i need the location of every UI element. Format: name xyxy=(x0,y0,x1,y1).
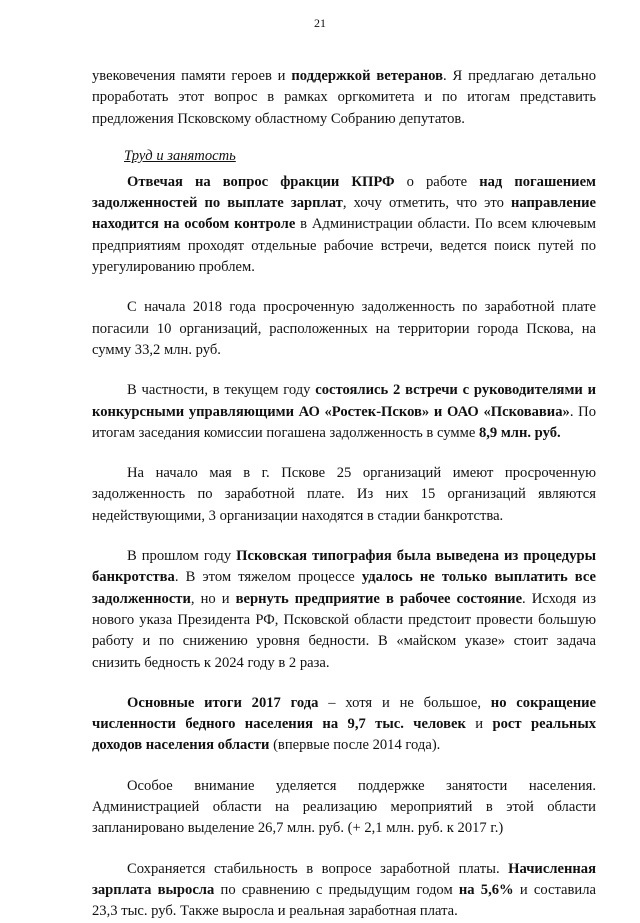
text-run: (впервые после 2014 года). xyxy=(269,737,441,754)
text-run: . Исходя из нового указа Президента РФ, Псковской области предстоит провести большую работу и по снижению уровня бедности. В «майском указе» стоит задача снизить бедность к 2024 году в 2 раза. xyxy=(92,590,596,671)
text-run: , хочу отметить, что это xyxy=(342,195,512,212)
text-run: В частности, в текущем году xyxy=(127,382,316,399)
paragraph-veterans xyxy=(92,66,596,130)
bold-text-run: рост реальных доходов населения области xyxy=(92,716,597,754)
text-run: . По итогам заседания комиссии погашена задолженность в сумме xyxy=(92,403,596,441)
paragraph-debt-repaid xyxy=(92,297,596,361)
bold-text-run: Начисленная зарплата выросла xyxy=(92,860,596,898)
text-run: и xyxy=(465,716,493,733)
bold-text-run: удалось не только выплатить все задолженности xyxy=(92,569,596,607)
bold-text-run: состоялись 2 встречи с руководителями и конкурсными управляющими АО «Ростек-Псков» и ОАО «Псковавиа» xyxy=(92,382,596,420)
text-run: В прошлом году xyxy=(127,548,237,565)
paragraph-results-2017 xyxy=(92,693,596,757)
text-run: о работе xyxy=(394,173,480,190)
text-run: увековечения памяти героев и xyxy=(92,68,292,84)
paragraph-printing-house xyxy=(92,546,596,674)
paragraph-meetings xyxy=(92,380,596,444)
text-run: , но и xyxy=(190,590,236,607)
paragraph-employment-support xyxy=(92,776,596,840)
bold-text-run: но сокращение численности бедного населения на 9,7 тыс. человек xyxy=(92,694,596,733)
bold-text-run: направление находится на особом контроле xyxy=(92,195,596,233)
document-body xyxy=(92,66,596,923)
text-run: по сравнению с предыдущим годом xyxy=(214,881,459,898)
bold-text-run: на 5,6% xyxy=(458,881,514,898)
bold-text-run: 8,9 млн. руб. xyxy=(478,424,561,441)
page-number: 21 xyxy=(314,16,326,30)
text-run: – хотя и не большое, xyxy=(318,694,491,711)
bold-text-run: Псковская типография была выведена из процедуры банкротства xyxy=(92,548,597,586)
bold-text-run: над погашением задолженностей по выплате зарплат xyxy=(92,173,596,212)
paragraph-overdue-organizations xyxy=(92,463,596,527)
text-run: в Администрации области. По всем ключевым предприятиям проходят отдельные рабочие встречи, ведется поиск путей по урегулированию проблем. xyxy=(92,216,596,276)
paragraph-kprf-answer xyxy=(92,172,596,278)
text-run: Особое внимание уделяется поддержке занятости населения. Администрацией области на реализацию мероприятий в этой области запланировано выделение 26,7 млн. руб. (+ 2,1 млн. руб. к 2017 г.) xyxy=(92,777,596,837)
text-run: и составила 23,3 тыс. руб. Также выросла и реальная заработная плата. xyxy=(92,881,596,920)
bold-text-run: Отвечая на вопрос фракции КПРФ xyxy=(127,173,395,190)
paragraph-salary xyxy=(92,859,596,923)
text-run: . В этом тяжелом процессе xyxy=(174,569,362,586)
bold-text-run: Основные итоги 2017 года xyxy=(127,694,319,711)
bold-text-run: поддержкой ветеранов xyxy=(291,68,444,84)
text-run: С начала 2018 года просроченную задолженность по заработной плате погасили 10 организаций, расположенных на территории города Пскова, на сумму 33,2 млн. руб. xyxy=(92,299,596,358)
text-run: На начало мая в г. Пскове 25 организаций имеют просроченную задолженность по заработной плате. Из них 15 организаций являются недействующими, 3 организации находятся в стадии банкротства. xyxy=(92,465,596,524)
section-heading: Труд и занятость xyxy=(124,147,236,164)
text-run: . Я предлагаю детально проработать этот вопрос в рамках оргкомитета и по итогам представить предложения Псковскому областному Собранию депутатов. xyxy=(92,68,597,127)
bold-text-run: вернуть предприятие в рабочее состояние xyxy=(235,590,523,607)
text-run: Сохраняется стабильность в вопросе заработной платы. xyxy=(127,860,509,877)
